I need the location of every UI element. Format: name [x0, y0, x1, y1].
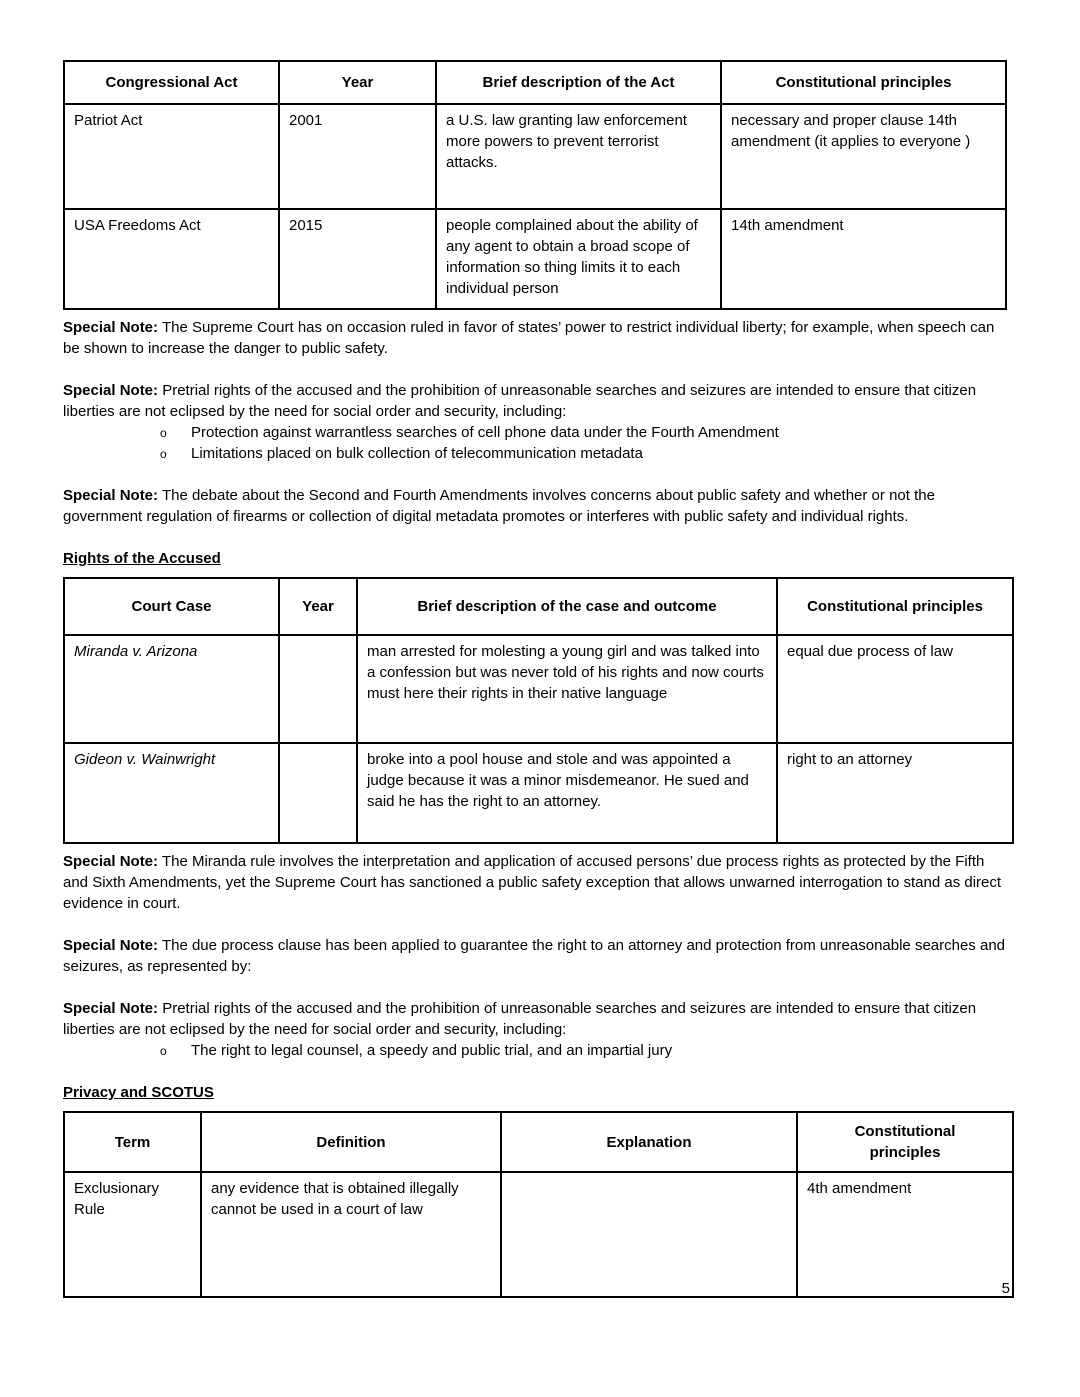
explanation-cell: [501, 1172, 797, 1297]
act-name-cell: USA Freedoms Act: [64, 209, 279, 309]
special-note-label: Special Note:: [63, 319, 159, 336]
document-content: [63, 60, 1012, 1305]
case-description-cell: man arrested for molesting a young girl and was talked into a confession but was never told of his rights and now courts must here their rights in their native language: [357, 635, 777, 743]
case-year-cell: [279, 635, 357, 743]
case-principles-cell: right to an attorney: [777, 743, 1013, 843]
header-year: Year: [279, 61, 436, 104]
rights-of-the-accused-heading: Rights of the Accused: [63, 550, 221, 567]
terms-header-row: [64, 1112, 1013, 1172]
special-note-text: The Supreme Court has on occasion ruled in favor of states’ power to restrict individual liberty; for example, when speech can be shown to increase the danger to public safety.: [63, 319, 995, 357]
table-row-miranda: [64, 635, 1013, 743]
act-principles-cell: 14th amendment: [721, 209, 1006, 309]
header-description: Brief description of the Act: [436, 61, 721, 104]
bullet-item: [63, 443, 1012, 464]
act-description-cell: people complained about the ability of any agent to obtain a broad scope of information so thing limits it to each individual person: [436, 209, 721, 309]
case-name-cell: Miranda v. Arizona: [64, 635, 279, 743]
special-note-5: [63, 935, 1012, 977]
congressional-acts-table: [63, 60, 1007, 310]
note-paragraph: [63, 998, 1012, 1040]
act-year-cell: 2015: [279, 209, 436, 309]
table-row-exclusionary-rule: [64, 1172, 1013, 1297]
acts-header-row: [64, 61, 1006, 104]
note-paragraph: [63, 317, 1012, 359]
privacy-and-scotus-heading: Privacy and SCOTUS: [63, 1084, 214, 1101]
header-principles-text: Constitutional principles: [854, 1123, 956, 1161]
table-row-gideon: [64, 743, 1013, 843]
special-note-text: The due process clause has been applied to guarantee the right to an attorney and protection from unreasonable searches and seizures, as represented by:: [63, 937, 1005, 975]
case-name-cell: Gideon v. Wainwright: [64, 743, 279, 843]
header-year: Year: [279, 578, 357, 635]
note-paragraph: [63, 380, 1012, 422]
header-definition: Definition: [201, 1112, 501, 1172]
header-congressional-act: Congressional Act: [64, 61, 279, 104]
header-term: Term: [64, 1112, 201, 1172]
special-note-label: Special Note:: [63, 487, 159, 504]
special-note-3: [63, 485, 1012, 527]
court-cases-table: [63, 577, 1014, 844]
act-year-cell: 2001: [279, 104, 436, 209]
special-note-label: Special Note:: [63, 853, 159, 870]
bullet-text: Protection against warrantless searches of cell phone data under the Fourth Amendment: [191, 424, 779, 441]
act-name-cell: Patriot Act: [64, 104, 279, 209]
special-note-text: Pretrial rights of the accused and the prohibition of unreasonable searches and seizures are intended to ensure that citizen liberties are not eclipsed by the need for social order and security, including:: [63, 1000, 977, 1038]
special-note-4: [63, 851, 1012, 914]
note-paragraph: [63, 851, 1012, 914]
case-description-cell: broke into a pool house and stole and was appointed a judge because it was a minor misdemeanor. He sued and said he has the right to an attorney.: [357, 743, 777, 843]
special-note-1: [63, 317, 1012, 359]
special-note-2: [63, 380, 1012, 464]
privacy-terms-table: [63, 1111, 1014, 1298]
page-number: 5: [1001, 1280, 1010, 1297]
header-explanation: Explanation: [501, 1112, 797, 1172]
case-principles-cell: equal due process of law: [777, 635, 1013, 743]
case-year-cell: [279, 743, 357, 843]
special-note-6: [63, 998, 1012, 1061]
special-note-label: Special Note:: [63, 1000, 159, 1017]
bullet-item: [63, 1040, 1012, 1061]
definition-cell: any evidence that is obtained illegally cannot be used in a court of law: [201, 1172, 501, 1297]
term-principles-cell: 4th amendment: [797, 1172, 1013, 1297]
act-description-cell: a U.S. law granting law enforcement more powers to prevent terrorist attacks.: [436, 104, 721, 209]
bullet-text: The right to legal counsel, a speedy and public trial, and an impartial jury: [191, 1042, 673, 1059]
bullet-item: [63, 422, 1012, 443]
note-paragraph: [63, 935, 1012, 977]
special-note-text: Pretrial rights of the accused and the prohibition of unreasonable searches and seizures are intended to ensure that citizen liberties are not eclipsed by the need for social order and security, including:: [63, 382, 977, 420]
note-paragraph: [63, 485, 1012, 527]
bullet-marker: o: [160, 426, 167, 440]
cases-header-row: [64, 578, 1013, 635]
term-cell: Exclusionary Rule: [64, 1172, 201, 1297]
bullet-text: Limitations placed on bulk collection of telecommunication metadata: [191, 445, 643, 462]
special-note-label: Special Note:: [63, 937, 159, 954]
header-case-description: Brief description of the case and outcome: [357, 578, 777, 635]
header-principles: Constitutional principles: [721, 61, 1006, 104]
special-note-text: The Miranda rule involves the interpretation and application of accused persons’ due process rights as protected by the Fifth and Sixth Amendments, yet the Supreme Court has sanctioned a public safety exception that allows unwarned interrogation to stand as direct evidence in court.: [63, 853, 1002, 912]
header-court-case: Court Case: [64, 578, 279, 635]
table-row-usa-freedoms-act: [64, 209, 1006, 309]
bullet-marker: o: [160, 1044, 167, 1058]
special-note-text: The debate about the Second and Fourth Amendments involves concerns about public safety and whether or not the government regulation of firearms or collection of digital metadata promotes or interferes with public safety and individual rights.: [63, 487, 935, 525]
act-principles-cell: necessary and proper clause 14th amendment (it applies to everyone ): [721, 104, 1006, 209]
header-principles: [797, 1112, 1013, 1172]
header-principles: Constitutional principles: [777, 578, 1013, 635]
special-note-label: Special Note:: [63, 382, 159, 399]
table-row-patriot-act: [64, 104, 1006, 209]
bullet-marker: o: [160, 447, 167, 461]
